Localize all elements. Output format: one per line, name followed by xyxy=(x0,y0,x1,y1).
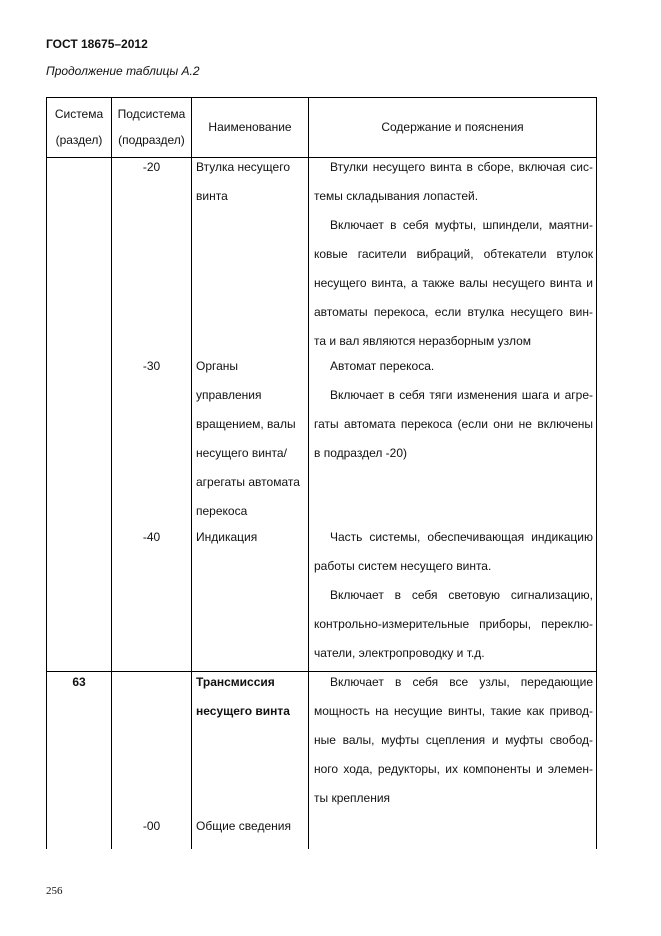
column-header-subsystem-line2: (подраздел) xyxy=(118,133,185,147)
column-header-subsystem xyxy=(112,97,191,157)
column-header-name xyxy=(192,97,308,157)
content-line: ные валы, муфты сцепления и муфты свобод- xyxy=(314,733,593,747)
subsystem-code-30: -30 xyxy=(142,359,161,373)
content-line: Втулки несущего винта в сборе, включая сис- xyxy=(330,160,593,174)
name-line: вращением, валы xyxy=(196,417,296,431)
page-number: 256 xyxy=(46,885,63,897)
name-line: Втулка несущего xyxy=(196,160,290,174)
name-line: несущего винта xyxy=(196,704,290,718)
column-header-name-label: Наименование xyxy=(208,120,292,134)
classification-table xyxy=(46,97,597,849)
content-line: ты крепления xyxy=(314,791,391,805)
content-line: несущего винта, а также валы несущего винта и xyxy=(314,276,593,290)
table-continuation-caption: Продолжение таблицы А.2 xyxy=(46,64,200,78)
content-line: чатели, электропроводку и т.д. xyxy=(314,646,485,660)
subsystem-code-20: -20 xyxy=(142,160,161,174)
content-line: в подраздел -20) xyxy=(314,446,408,460)
table-border-right xyxy=(596,97,597,849)
name-line: перекоса xyxy=(196,504,248,518)
content-paragraph-20 xyxy=(314,153,593,356)
system-code-63: 63 xyxy=(72,675,86,689)
content-line: Включает в себя тяги изменения шага и агре- xyxy=(330,388,593,402)
name-line: Общие сведения xyxy=(196,819,291,833)
column-divider-1 xyxy=(111,97,112,849)
content-line: автоматы перекоса, если втулка несущего вин- xyxy=(314,305,593,319)
content-line: Автомат перекоса. xyxy=(330,359,435,373)
content-line: та и вал являются неразборным узлом xyxy=(314,334,532,348)
content-line: Часть системы, обеспечивающая индикацию xyxy=(330,530,593,544)
content-line: Включает в себя муфты, шпиндели, маятни- xyxy=(330,218,593,232)
content-line: контрольно-измерительные приборы, переклю- xyxy=(314,617,593,631)
content-line: Включает в себя все узлы, передающие xyxy=(330,675,593,689)
column-header-content-label: Содержание и пояснения xyxy=(381,120,524,134)
subsystem-code-40: -40 xyxy=(142,530,161,544)
content-paragraph-63 xyxy=(314,668,593,813)
column-divider-2 xyxy=(191,97,192,849)
column-divider-3 xyxy=(308,97,309,849)
content-line: гаты автомата перекоса (если они не включены xyxy=(314,417,593,431)
subsystem-code-00: -00 xyxy=(142,819,161,833)
name-line: Органы xyxy=(196,359,239,373)
column-header-system xyxy=(47,97,111,157)
column-header-system-line1: Система xyxy=(54,107,104,121)
content-line: темы складывания лопастей. xyxy=(314,189,479,203)
content-paragraph-30 xyxy=(314,352,593,468)
content-paragraph-40 xyxy=(314,523,593,668)
name-line: несущего винта/ xyxy=(196,446,287,460)
name-line: винта xyxy=(196,189,228,203)
column-header-content xyxy=(309,97,596,157)
name-line: Трансмиссия xyxy=(196,675,275,689)
column-header-system-line2: (раздел) xyxy=(55,133,103,147)
content-line: Включает в себя световую сигнализацию, xyxy=(330,588,593,602)
document-standard-title: ГОСТ 18675–2012 xyxy=(46,37,148,51)
column-header-subsystem-line1: Подсистема xyxy=(117,107,186,121)
name-line: агрегаты автомата xyxy=(196,475,300,489)
name-line: Индикация xyxy=(196,530,258,544)
content-line: ного хода, редукторы, их компоненты и элемен- xyxy=(314,762,593,776)
content-line: мощность на несущие винты, такие как привод- xyxy=(314,704,593,718)
name-line: управления xyxy=(196,388,262,402)
content-line: работы систем несущего винта. xyxy=(314,559,492,573)
content-line: ковые гасители вибраций, обтекатели втулок xyxy=(314,247,593,261)
table-border-left xyxy=(46,97,47,849)
